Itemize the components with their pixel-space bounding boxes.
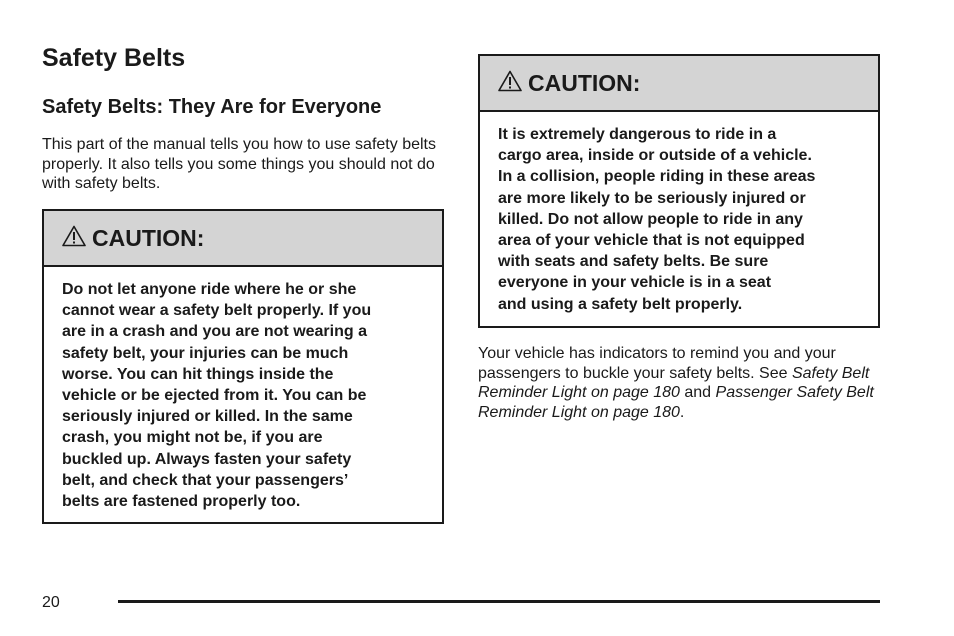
caution-line: In a collision, people riding in these areas bbox=[498, 168, 816, 186]
caution-line: belts are fastened properly too. bbox=[62, 493, 301, 511]
caution-box-left bbox=[42, 209, 444, 524]
caution-line: and using a safety belt properly. bbox=[498, 295, 743, 313]
caution-line: killed. Do not allow people to ride in any bbox=[498, 210, 803, 228]
caution-line: seriously injured or killed. In the same bbox=[62, 408, 353, 426]
caution-title: CAUTION: bbox=[92, 224, 205, 251]
caution-header bbox=[480, 56, 878, 112]
caution-line: safety belt, your injuries can be much bbox=[62, 344, 349, 362]
caution-title: CAUTION: bbox=[528, 69, 641, 96]
page-title: Safety Belts bbox=[42, 44, 186, 72]
page-number: 20 bbox=[42, 594, 60, 611]
section-title: Safety Belts: They Are for Everyone bbox=[42, 96, 382, 118]
caution-line: with seats and safety belts. Be sure bbox=[498, 253, 769, 271]
warning-triangle-icon bbox=[498, 70, 522, 92]
reminder-paragraph bbox=[478, 344, 882, 422]
reminder-lead: Your vehicle has indicators to remind you and your passengers to buckle your safety belts. See bbox=[478, 345, 836, 382]
caution-line: It is extremely dangerous to ride in a bbox=[498, 126, 777, 143]
caution-line: vehicle or be ejected from it. You can be bbox=[62, 387, 367, 405]
caution-line: are more likely to be seriously injured or bbox=[498, 189, 806, 207]
caution-line: belt, and check that your passengers’ bbox=[62, 471, 349, 489]
caution-text bbox=[44, 267, 442, 512]
caution-line: cannot wear a safety belt properly. If you bbox=[62, 302, 372, 320]
caution-line: are in a crash and you are not wearing a bbox=[62, 323, 367, 341]
caution-line: everyone in your vehicle is in a seat bbox=[498, 274, 772, 292]
cross-reference-link[interactable]: Passenger Safety Belt Reminder Light on page 180 bbox=[478, 384, 874, 421]
cross-reference-link[interactable]: Safety Belt Reminder Light on page 180 bbox=[478, 364, 870, 401]
caution-text bbox=[480, 112, 878, 315]
caution-line: area of your vehicle that is not equipped bbox=[498, 232, 805, 250]
reminder-end: . bbox=[679, 403, 685, 421]
intro-paragraph: This part of the manual tells you how to use safety belts properly. It also tells you some things you should not do with safety belts. bbox=[42, 136, 436, 192]
footer-rule bbox=[118, 600, 880, 603]
caution-line: cargo area, inside or outside of a vehicle. bbox=[498, 147, 812, 165]
caution-box-right bbox=[478, 54, 880, 328]
caution-line: buckled up. Always fasten your safety bbox=[62, 450, 352, 468]
caution-line: crash, you might not be, if you are bbox=[62, 429, 323, 447]
caution-header bbox=[44, 211, 442, 267]
warning-triangle-icon bbox=[62, 225, 86, 247]
caution-line: worse. You can hit things inside the bbox=[62, 365, 334, 383]
caution-line: Do not let anyone ride where he or she bbox=[62, 281, 357, 298]
reminder-joiner: and bbox=[679, 384, 716, 401]
